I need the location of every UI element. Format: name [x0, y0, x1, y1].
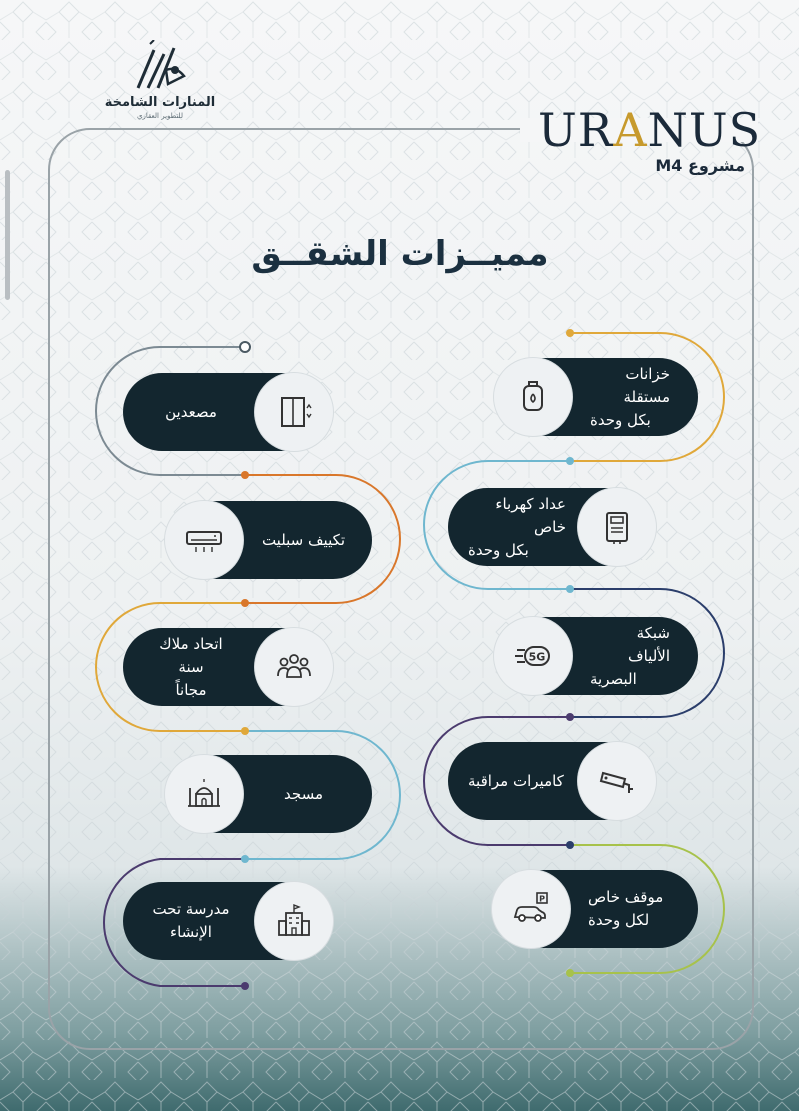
feature-owners-union — [123, 628, 333, 706]
5g-badge-text: 5G — [528, 650, 546, 664]
feature-text — [590, 617, 670, 695]
feature-line1: مدرسة تحت الإنشاء — [152, 900, 230, 941]
feature-text — [145, 882, 237, 960]
feature-electric-meter — [448, 488, 656, 566]
elevator-icon — [274, 392, 314, 432]
feature-text — [255, 501, 352, 579]
company-tagline: للتطوير العقاري — [137, 112, 183, 120]
feature-text — [468, 742, 566, 820]
icon-holder — [255, 628, 333, 706]
feature-line1: موقف خاص — [588, 888, 664, 906]
feature-fiber-network — [494, 617, 698, 695]
brand-part1: UR — [538, 103, 614, 157]
feature-cameras — [448, 742, 656, 820]
icon-holder — [578, 488, 656, 566]
feature-text — [145, 373, 237, 451]
icon-holder — [578, 742, 656, 820]
school-icon — [274, 901, 314, 941]
brand-part2: NUS — [647, 103, 762, 157]
security-camera-icon — [597, 761, 637, 801]
electric-meter-icon — [597, 507, 637, 547]
icon-holder — [165, 501, 243, 579]
feature-split-ac — [165, 501, 372, 579]
brand-accent-letter: A — [613, 103, 648, 157]
feature-text — [588, 870, 670, 948]
feature-line2: بكل وحدة — [590, 410, 651, 429]
feature-text — [590, 358, 670, 436]
icon-holder — [255, 882, 333, 960]
feature-line1: شبكة الألياف — [628, 623, 670, 665]
water-tank-icon — [513, 377, 553, 417]
feature-text — [145, 628, 237, 706]
project-label: مشروع M4 — [655, 156, 745, 175]
company-name: المنارات الشامخة — [104, 95, 216, 110]
feature-parking — [492, 870, 698, 948]
owners-union-icon — [274, 647, 314, 687]
parking-icon — [511, 889, 551, 929]
feature-line1: خزانات مستقلة — [623, 364, 670, 406]
feature-line2: مجاناً — [175, 680, 207, 699]
feature-line2: لكل وحدة — [588, 911, 650, 929]
mosque-icon — [184, 774, 224, 814]
feature-water-tanks — [494, 358, 698, 436]
icon-holder — [165, 755, 243, 833]
feature-mosque — [165, 755, 372, 833]
feature-school — [123, 882, 333, 960]
feature-line2: بكل وحدة — [468, 540, 529, 559]
parking-badge-text: P — [539, 894, 545, 904]
feature-line2: البصرية — [590, 669, 637, 688]
feature-line1: اتحاد ملاك سنة — [159, 634, 223, 676]
feature-line1: كاميرات مراقبة — [468, 771, 564, 790]
feature-text — [255, 755, 352, 833]
icon-holder — [492, 870, 570, 948]
feature-elevators — [123, 373, 333, 451]
feature-line1: عداد كهرباء خاص — [495, 494, 566, 536]
page-title: مميــزات الشقــق — [251, 234, 549, 274]
feature-text — [468, 488, 566, 566]
split-ac-icon — [184, 520, 224, 560]
icon-holder — [494, 358, 572, 436]
feature-line1: مسجد — [284, 784, 323, 803]
feature-line1: مصعدين — [165, 402, 217, 421]
icon-holder — [255, 373, 333, 451]
5g-icon — [513, 636, 553, 676]
feature-line1: تكييف سبليت — [261, 530, 346, 549]
icon-holder — [494, 617, 572, 695]
